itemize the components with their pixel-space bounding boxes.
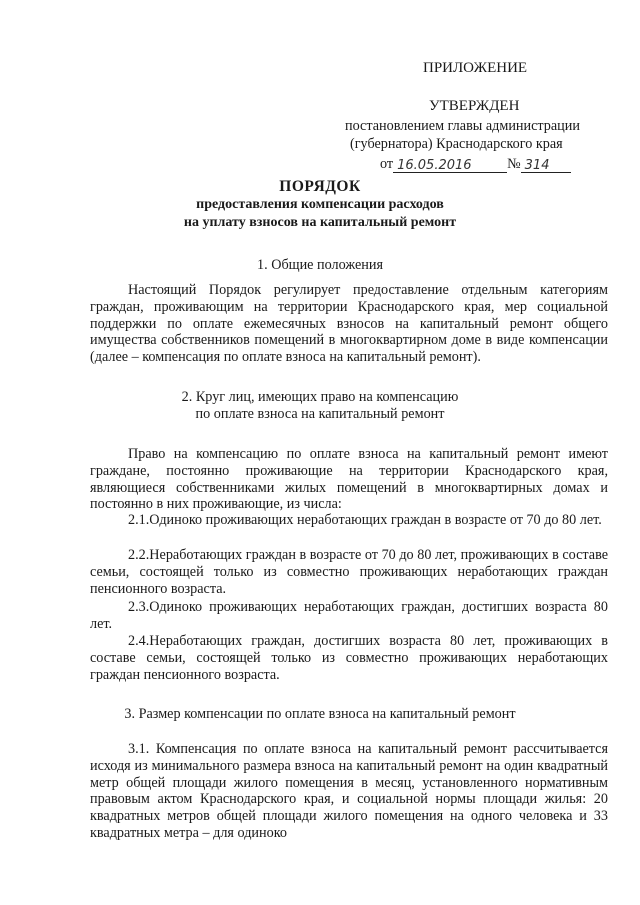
section-2-heading-line-1: 2. Круг лиц, имеющих право на компенсацию [181, 389, 459, 405]
title-sub-line-2: на уплату взносов на капитальный ремонт [183, 214, 457, 230]
section-3-paragraph: 3.1. Компенсация по оплате взноса на капитальный ремонт рассчитывается исходя из минимального размера взноса на капитальный ремонт на один квадратный метр общей площади жилого помещения в месяц, установленного нормативным правовым актом Краснодарского края, и социальной нормы площади жилья: 20 квадратных метров общей площади жилого помещения на одного человека и 33 квадратных метра – для одиноко [90, 741, 608, 841]
decree-line-2: (губернатора) Краснодарского края [350, 136, 563, 152]
decree-line-1: постановлением главы администрации [345, 118, 580, 134]
approved-label: УТВЕРЖДЕН [429, 98, 520, 114]
date-prefix: от [380, 156, 394, 172]
title-sub-line-1: предоставления компенсации расходов [196, 197, 444, 213]
section-2-item-1: 2.1.Одиноко проживающих неработающих граждан в возрасте от 70 до 80 лет. [128, 512, 602, 528]
section-2-heading-line-2: по оплате взноса на капитальный ремонт [195, 406, 445, 422]
date-value: 16.05.2016 [393, 159, 507, 173]
section-1-heading: 1. Общие положения [257, 257, 383, 273]
number-prefix: № [507, 156, 521, 172]
number-value: 314 [521, 159, 571, 173]
section-2-item-3: 2.3.Одиноко проживающих неработающих граждан, достигших возраста 80 лет. [90, 599, 608, 632]
section-3-heading: 3. Размер компенсации по оплате взноса на капитальный ремонт [124, 706, 516, 722]
date-number-row [380, 156, 571, 173]
section-2-intro: Право на компенсацию по оплате взноса на капитальный ремонт имеют граждане, постоянно проживающие на территории Краснодарского края, являющиеся собственниками жилых помещений в многоквартирных домах и постоянно в них проживающие, из числа: [90, 446, 608, 513]
document-title [0, 178, 640, 231]
section-1-paragraph: Настоящий Порядок регулирует предоставление отдельным категориям граждан, проживающим на территории Краснодарского края, мер социальной поддержки по оплате ежемесячных взносов на капитальный ремонт общего имущества собственников помещений в многоквартирном доме в виде компенсации (далее – компенсация по оплате взноса на капитальный ремонт). [90, 282, 608, 365]
title-main: ПОРЯДОК [279, 178, 361, 195]
section-2-item-4: 2.4.Неработающих граждан, достигших возраста 80 лет, проживающих в составе семьи, состоящей только из совместно проживающих неработающих граждан пенсионного возраста. [90, 633, 608, 683]
section-2-item-2: 2.2.Неработающих граждан в возрасте от 70 до 80 лет, проживающих в составе семьи, состоящей только из совместно проживающих неработающих граждан пенсионного возраста. [90, 547, 608, 597]
appendix-label: ПРИЛОЖЕНИЕ [423, 60, 528, 76]
